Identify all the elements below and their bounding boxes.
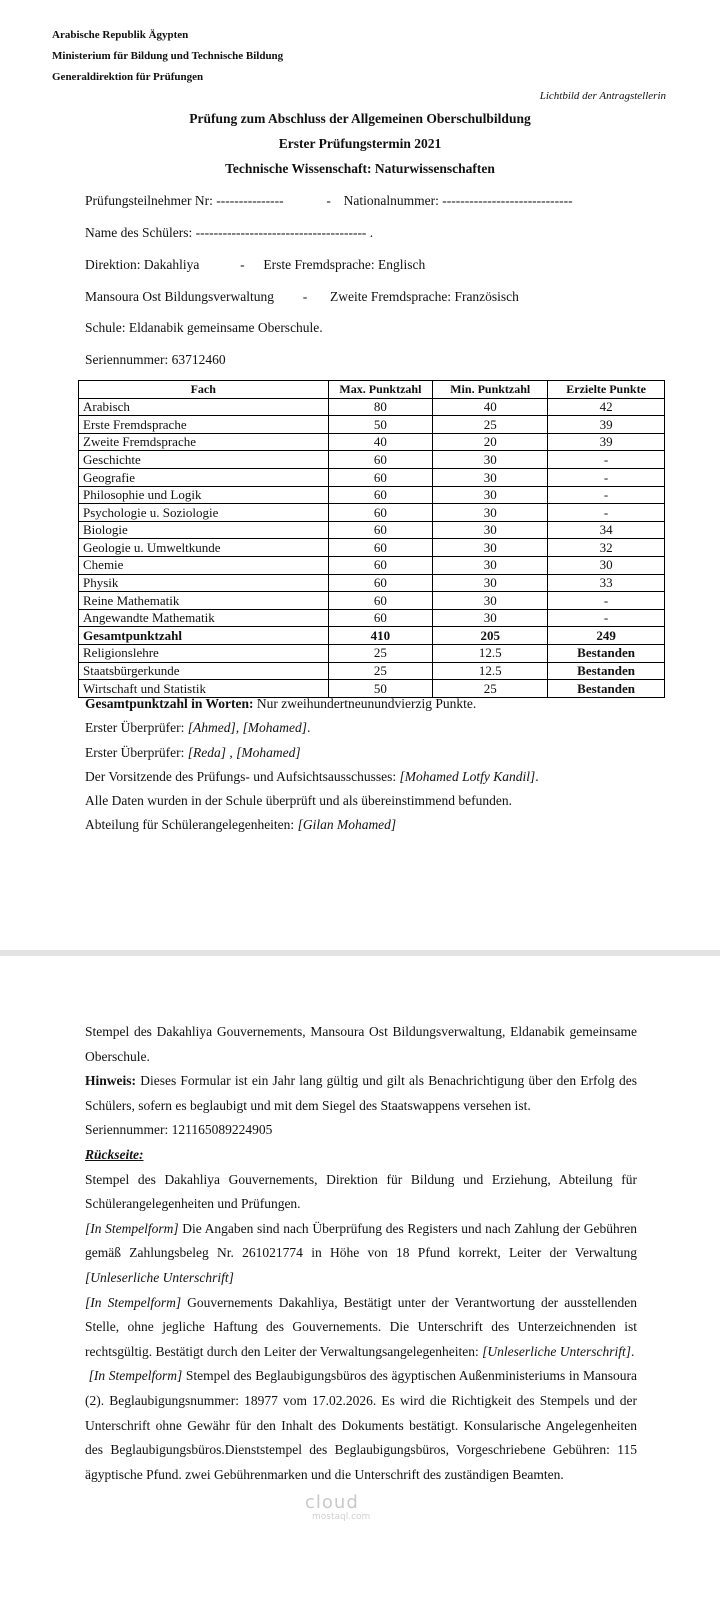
cell-min: 30 <box>433 468 548 486</box>
table-row <box>79 451 665 469</box>
total-in-words-value: Nur zweihundertneunundvierzig Punkte. <box>253 696 477 711</box>
cell-max: 25 <box>328 644 433 662</box>
cell-min: 30 <box>433 556 548 574</box>
cell-min: 30 <box>433 574 548 592</box>
photo-note: Lichtbild der Antragstellerin <box>539 90 666 102</box>
cell-achieved: 30 <box>548 556 665 574</box>
cell-max: 60 <box>328 592 433 610</box>
cell-subject: Geografie <box>79 468 329 486</box>
cell-subject: Gesamtpunktzahl <box>79 627 329 645</box>
table-row <box>79 662 665 680</box>
cell-subject: Chemie <box>79 556 329 574</box>
table-row <box>79 398 665 416</box>
cell-min: 12.5 <box>433 644 548 662</box>
examiner-2-signature: [Reda] , [Mohamed] <box>187 744 301 760</box>
candidate-number: Prüfungsteilnehmer Nr: --------------- <box>85 193 284 208</box>
info-line-administration <box>85 289 519 305</box>
cell-min: 40 <box>433 398 548 416</box>
reverse-side-heading <box>85 1143 637 1168</box>
examiner-2-label: Erster Überprüfer: <box>85 744 188 760</box>
second-language: Zweite Fremdsprache: Französisch <box>329 289 519 304</box>
column-header-achieved: Erzielte Punkte <box>548 381 665 399</box>
watermark-logo: cloud <box>305 1492 359 1513</box>
cell-max: 60 <box>328 504 433 522</box>
unreadable-signature: [Unleserliche Unterschrift] <box>85 1269 234 1285</box>
cell-subject: Religionslehre <box>79 644 329 662</box>
stamp-paragraph-2: [In Stempelform] Gouvernements Dakahliya, Bestätigt unter der Verantwortung der ausstellenden Stelle, ohne jegliche Haftung des Gouvernements. Die Unterschrift des Unterzeichnenden ist rechtsgültig. Bestätigt durch den Leiter der Verwaltungsangelegenheiten: [Unleserliche Unterschrift]. <box>85 1294 637 1359</box>
table-row <box>79 592 665 610</box>
cell-max: 60 <box>328 609 433 627</box>
reverse-side-label: Rückseite: <box>85 1146 144 1162</box>
table-row <box>79 433 665 451</box>
page-2-text <box>85 1020 637 1487</box>
cell-min: 20 <box>433 433 548 451</box>
administration: Mansoura Ost Bildungsverwaltung <box>85 289 274 304</box>
cell-subject: Zweite Fremdsprache <box>79 433 329 451</box>
cell-subject: Staatsbürgerkunde <box>79 662 329 680</box>
note-text: Dieses Formular ist ein Jahr lang gültig und gilt als Benachrichtigung über den Erfolg des Schülers, sofern es beglaubigt und mit dem Siegel des Staatswappens versehen ist. <box>85 1073 637 1113</box>
cell-subject: Geologie u. Umweltkunde <box>79 539 329 557</box>
examiner-1-signature: [Ahmed], [Mohamed] <box>187 720 307 736</box>
cell-subject: Erste Fremdsprache <box>79 416 329 434</box>
cell-achieved: 42 <box>548 398 665 416</box>
table-row <box>79 468 665 486</box>
cell-achieved: - <box>548 468 665 486</box>
table-row <box>79 644 665 662</box>
document-page-2 <box>0 956 720 1600</box>
title-session: Erster Prüfungstermin 2021 <box>278 136 442 151</box>
cell-achieved: Bestanden <box>548 662 665 680</box>
cell-max: 50 <box>328 680 433 698</box>
stampform-label: [In Stempelform] <box>88 1368 183 1384</box>
cell-achieved: Bestanden <box>548 644 665 662</box>
table-row <box>79 539 665 557</box>
header-directorate: Generaldirektion für Prüfungen <box>52 71 204 83</box>
cell-achieved: - <box>548 609 665 627</box>
cell-achieved: 32 <box>548 539 665 557</box>
stampform-label: [In Stempelform] <box>85 1220 179 1236</box>
cell-max: 410 <box>328 627 433 645</box>
cell-achieved: 34 <box>548 521 665 539</box>
examiner-2 <box>85 741 645 765</box>
cell-subject: Philosophie und Logik <box>79 486 329 504</box>
cell-max: 60 <box>328 574 433 592</box>
header-ministry: Ministerium für Bildung und Technische Bildung <box>52 50 284 62</box>
verification-note: Alle Daten wurden in der Schule überprüft und als übereinstimmend befunden. <box>85 793 513 809</box>
committee-chair-signature: [Mohamed Lotfy Kandil] <box>399 768 536 784</box>
cell-max: 60 <box>328 451 433 469</box>
cell-subject: Wirtschaft und Statistik <box>79 680 329 698</box>
watermark-url: mostaql.com <box>312 1512 371 1522</box>
title-exam: Prüfung zum Abschluss der Allgemeinen Oberschulbildung <box>189 111 531 126</box>
cell-min: 25 <box>433 416 548 434</box>
directorate: Direktion: Dakahliya <box>85 257 200 272</box>
title-branch: Technische Wissenschaft: Naturwissenschaften <box>225 161 495 176</box>
dash-separator: - <box>302 289 308 304</box>
cell-min: 30 <box>433 486 548 504</box>
cell-max: 25 <box>328 662 433 680</box>
committee-chair: Der Vorsitzende des Prüfungs- und Aufsichtsausschusses: [Mohamed Lotfy Kandil]. <box>85 768 539 784</box>
stamp-directorate: Stempel des Dakahliya Gouvernements, Direktion für Bildung und Erziehung, Abteilung für Schülerangelegenheiten und Prüfungen. <box>85 1171 637 1212</box>
cell-subject: Biologie <box>79 521 329 539</box>
cell-min: 30 <box>433 504 548 522</box>
stamp-paragraph-1-text: Die Angaben sind nach Überprüfung des Registers und nach Zahlung der Gebühren gemäß Zahlungsbeleg Nr. 261021774 in Höhe von 18 Pfund korrekt, Leiter der Verwaltung <box>85 1220 637 1261</box>
examiner-1-label: Erster Überprüfer: <box>85 720 188 736</box>
table-row <box>79 627 665 645</box>
cell-min: 30 <box>433 521 548 539</box>
cell-max: 60 <box>328 556 433 574</box>
table-row <box>79 486 665 504</box>
cell-achieved: 249 <box>548 627 665 645</box>
stamp-paragraph-2-text: Gouvernements Dakahliya, Bestätigt unter der Verantwortung der ausstellenden Stelle, ohne jegliche Haftung des Gouvernements. Die Unterschrift des Unterzeichnenden ist rechtsgültig. Bestätigt durch den Leiter der Verwaltungsangelegenheiten: <box>85 1294 637 1359</box>
cell-min: 30 <box>433 592 548 610</box>
committee-chair-label: Der Vorsitzende des Prüfungs- und Aufsichtsausschusses: <box>85 768 400 784</box>
table-row <box>79 556 665 574</box>
total-in-words <box>85 692 645 716</box>
student-affairs-label: Abteilung für Schülerangelegenheiten: <box>85 817 298 833</box>
cell-max: 50 <box>328 416 433 434</box>
cell-min: 30 <box>433 539 548 557</box>
cell-subject: Arabisch <box>79 398 329 416</box>
cell-achieved: 33 <box>548 574 665 592</box>
summary-section <box>85 692 645 838</box>
cell-max: 60 <box>328 521 433 539</box>
student-affairs-signature: [Gilan Mohamed] <box>297 817 397 833</box>
note-label: Hinweis: <box>85 1073 137 1089</box>
school: Schule: Eldanabik gemeinsame Oberschule. <box>85 320 323 335</box>
column-header-max: Max. Punktzahl <box>328 381 433 399</box>
cell-subject: Geschichte <box>79 451 329 469</box>
cell-achieved: - <box>548 451 665 469</box>
cell-min: 30 <box>433 609 548 627</box>
table-row <box>79 416 665 434</box>
validity-note <box>85 1069 637 1118</box>
cell-achieved: 39 <box>548 433 665 451</box>
header-country: Arabische Republik Ägypten <box>52 29 189 41</box>
cell-min: 12.5 <box>433 662 548 680</box>
cell-min: 205 <box>433 627 548 645</box>
cell-max: 60 <box>328 539 433 557</box>
table-row <box>79 574 665 592</box>
cell-max: 60 <box>328 486 433 504</box>
cell-min: 25 <box>433 680 548 698</box>
table-row <box>79 609 665 627</box>
stamp-school: Stempel des Dakahliya Gouvernements, Mansoura Ost Bildungsverwaltung, Eldanabik gemeinsame Oberschule. <box>85 1024 637 1064</box>
cell-subject: Physik <box>79 574 329 592</box>
cell-achieved: - <box>548 592 665 610</box>
cell-achieved: 39 <box>548 416 665 434</box>
unreadable-signature: [Unleserliche Unterschrift] <box>482 1343 631 1359</box>
student-affairs <box>85 813 645 837</box>
dash-separator: - <box>326 193 331 208</box>
cell-subject: Reine Mathematik <box>79 592 329 610</box>
examiner-1: Erster Überprüfer: [Ahmed], [Mohamed]. <box>85 720 311 736</box>
column-header-subject: Fach <box>79 381 329 399</box>
first-language: Erste Fremdsprache: Englisch <box>263 257 426 272</box>
cell-achieved: Bestanden <box>548 680 665 698</box>
info-line-candidate <box>85 193 573 209</box>
grades-table <box>78 380 665 698</box>
column-header-min: Min. Punktzahl <box>433 381 548 399</box>
cell-subject: Psychologie u. Soziologie <box>79 504 329 522</box>
cell-min: 30 <box>433 451 548 469</box>
stamp-paragraph-1 <box>85 1217 637 1291</box>
cell-achieved: - <box>548 504 665 522</box>
stamp-paragraph-3-text: Stempel des Beglaubigungsbüros des ägyptischen Außenministeriums in Mansoura (2). Beglaubigungsnummer: 18977 vom 17.02.2026. Es wird die Richtigkeit des Stempels und der Unterschrift ohne Gewähr für den Inhalt des Dokuments bestätigt. Konsularische Angelegenheiten des Beglaubigungsbüros.Dienststempel des Beglaubigungsbüros, Vorgeschriebene Gebühren: 115 ägyptische Pfund. zwei Gebührenmarken und die Unterschrift des zuständigen Beamten. <box>85 1368 637 1482</box>
info-line-directorate <box>85 257 425 273</box>
serial-number-2: Seriennummer: 121165089224905 <box>85 1122 273 1138</box>
serial-number: Seriennummer: 63712460 <box>85 352 226 367</box>
cell-max: 60 <box>328 468 433 486</box>
table-row <box>79 521 665 539</box>
student-name: Name des Schülers: -------------------------------------- . <box>85 225 374 240</box>
table-row <box>79 504 665 522</box>
stampform-label: [In Stempelform] <box>85 1294 182 1310</box>
table-header-row <box>79 381 665 399</box>
cell-max: 80 <box>328 398 433 416</box>
cell-subject: Angewandte Mathematik <box>79 609 329 627</box>
total-in-words-label: Gesamtpunktzahl in Worten: <box>85 696 254 711</box>
cell-max: 40 <box>328 433 433 451</box>
dash-separator: - <box>240 257 245 272</box>
cell-achieved: - <box>548 486 665 504</box>
national-number: Nationalnummer: ----------------------------- <box>343 193 573 208</box>
stamp-paragraph-3 <box>85 1364 637 1487</box>
